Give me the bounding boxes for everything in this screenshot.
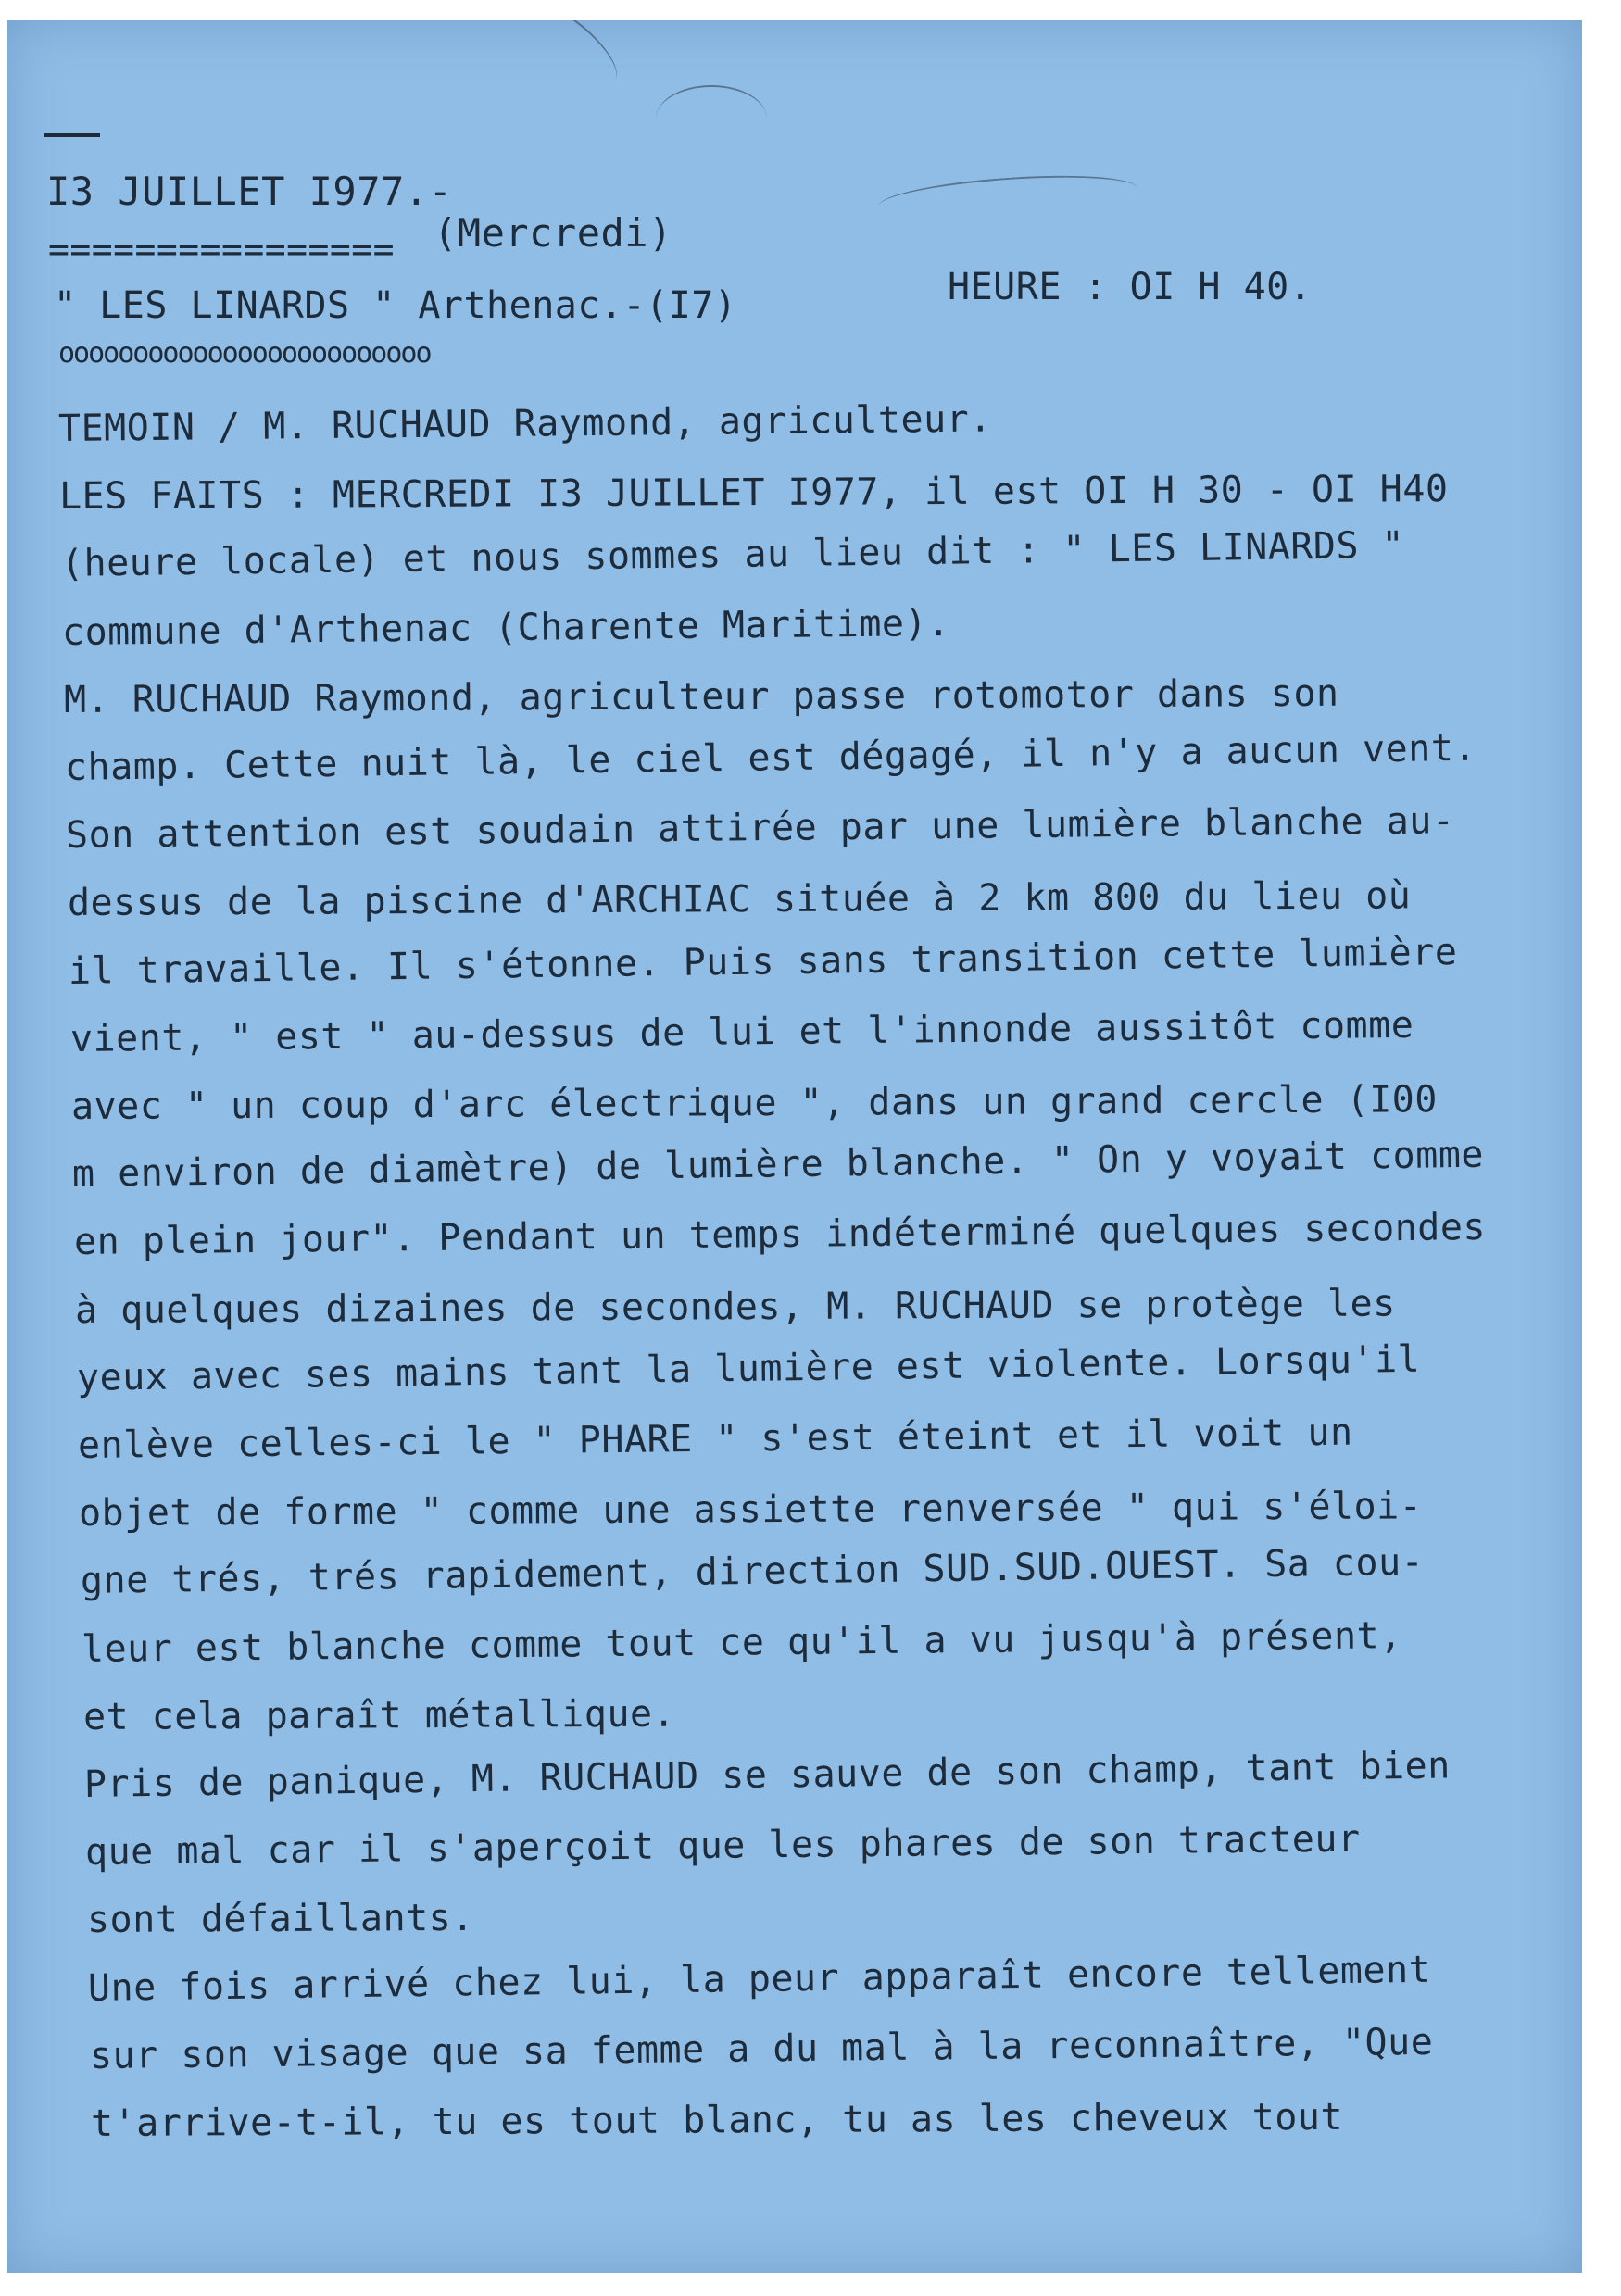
text-line: leur est blanche comme tout ce qu'il a vu jusqu'à présent, bbox=[81, 1613, 1403, 1671]
text-line: m environ de diamètre) de lumière blanche. " On y voyait comme bbox=[72, 1133, 1485, 1197]
text-line: TEMOIN / M. RUCHAUD Raymond, agriculteur. bbox=[57, 397, 993, 450]
typewritten-page bbox=[7, 20, 1582, 2273]
text-line: champ. Cette nuit là, le ciel est dégagé, il n'y a aucun vent. bbox=[64, 726, 1477, 789]
text-line: que mal car il s'aperçoit que les phares de son tracteur bbox=[85, 1817, 1362, 1875]
pencil-mark bbox=[656, 85, 767, 152]
report-time: HEURE : OI H 40. bbox=[948, 266, 1313, 308]
text-line: sont défaillants. bbox=[86, 1897, 474, 1942]
text-line: Pris de panique, M. RUCHAUD se sauve de son champ, tant bien bbox=[83, 1744, 1451, 1806]
text-line: gne trés, trés rapidement, direction SUD.SUD.OUEST. Sa cou- bbox=[80, 1541, 1425, 1603]
text-line: M. RUCHAUD Raymond, agriculteur passe rotomotor dans son bbox=[63, 671, 1339, 721]
text-line: enlève celles-ci le " PHARE " s'est éteint et il voit un bbox=[77, 1411, 1353, 1467]
text-line: LES FAITS : MERCREDI I3 JUILLET I977, il est OI H 30 - OI H40 bbox=[59, 468, 1450, 519]
text-line: et cela paraît métallique. bbox=[82, 1692, 675, 1738]
text-line: il travaille. Il s'étonne. Puis sans transition cette lumière bbox=[68, 930, 1458, 993]
text-line: (heure locale) et nous sommes au lieu dit : " LES LINARDS " bbox=[60, 524, 1405, 586]
pencil-mark bbox=[877, 169, 1138, 225]
report-place: " LES LINARDS " Arthenac.-(I7) bbox=[54, 284, 737, 327]
place-underline: ooooooooooooooooooooooooo bbox=[58, 337, 431, 370]
text-line: Son attention est soudain attirée par une lumière blanche au- bbox=[66, 799, 1456, 858]
margin-dash bbox=[44, 133, 100, 137]
text-line: avec " un coup d'arc électrique ", dans un grand cercle (I00 bbox=[70, 1078, 1439, 1128]
report-weekday: (Mercredi) bbox=[434, 210, 672, 256]
text-line: sur son visage que sa femme a du mal à la reconnaître, "Que bbox=[89, 2020, 1434, 2077]
pencil-mark bbox=[477, 20, 632, 106]
text-line: à quelques dizaines de secondes, M. RUCHAUD se protège les bbox=[75, 1282, 1397, 1332]
text-line: dessus de la piscine d'ARCHIAC située à 2 km 800 du lieu où bbox=[67, 874, 1412, 925]
text-line: commune d'Arthenac (Charente Maritime). bbox=[61, 601, 951, 654]
text-line: vient, " est " au-dessus de lui et l'innonde aussitôt comme bbox=[69, 1003, 1414, 1060]
text-line: objet de forme " comme une assiette renversée " qui s'éloi- bbox=[79, 1485, 1423, 1536]
text-line: Une fois arrivé chez lui, la peur apparaît encore tellement bbox=[87, 1948, 1432, 2010]
date-underline: ================ bbox=[48, 229, 396, 270]
report-date: I3 JUILLET I977.- bbox=[46, 169, 453, 214]
text-line: yeux avec ses mains tant la lumière est violente. Lorsqu'il bbox=[76, 1337, 1421, 1399]
text-line: en plein jour". Pendant un temps indéterminé quelques secondes bbox=[73, 1206, 1487, 1264]
text-line: t'arrive-t-il, tu es tout blanc, tu as les cheveux tout bbox=[90, 2095, 1344, 2145]
